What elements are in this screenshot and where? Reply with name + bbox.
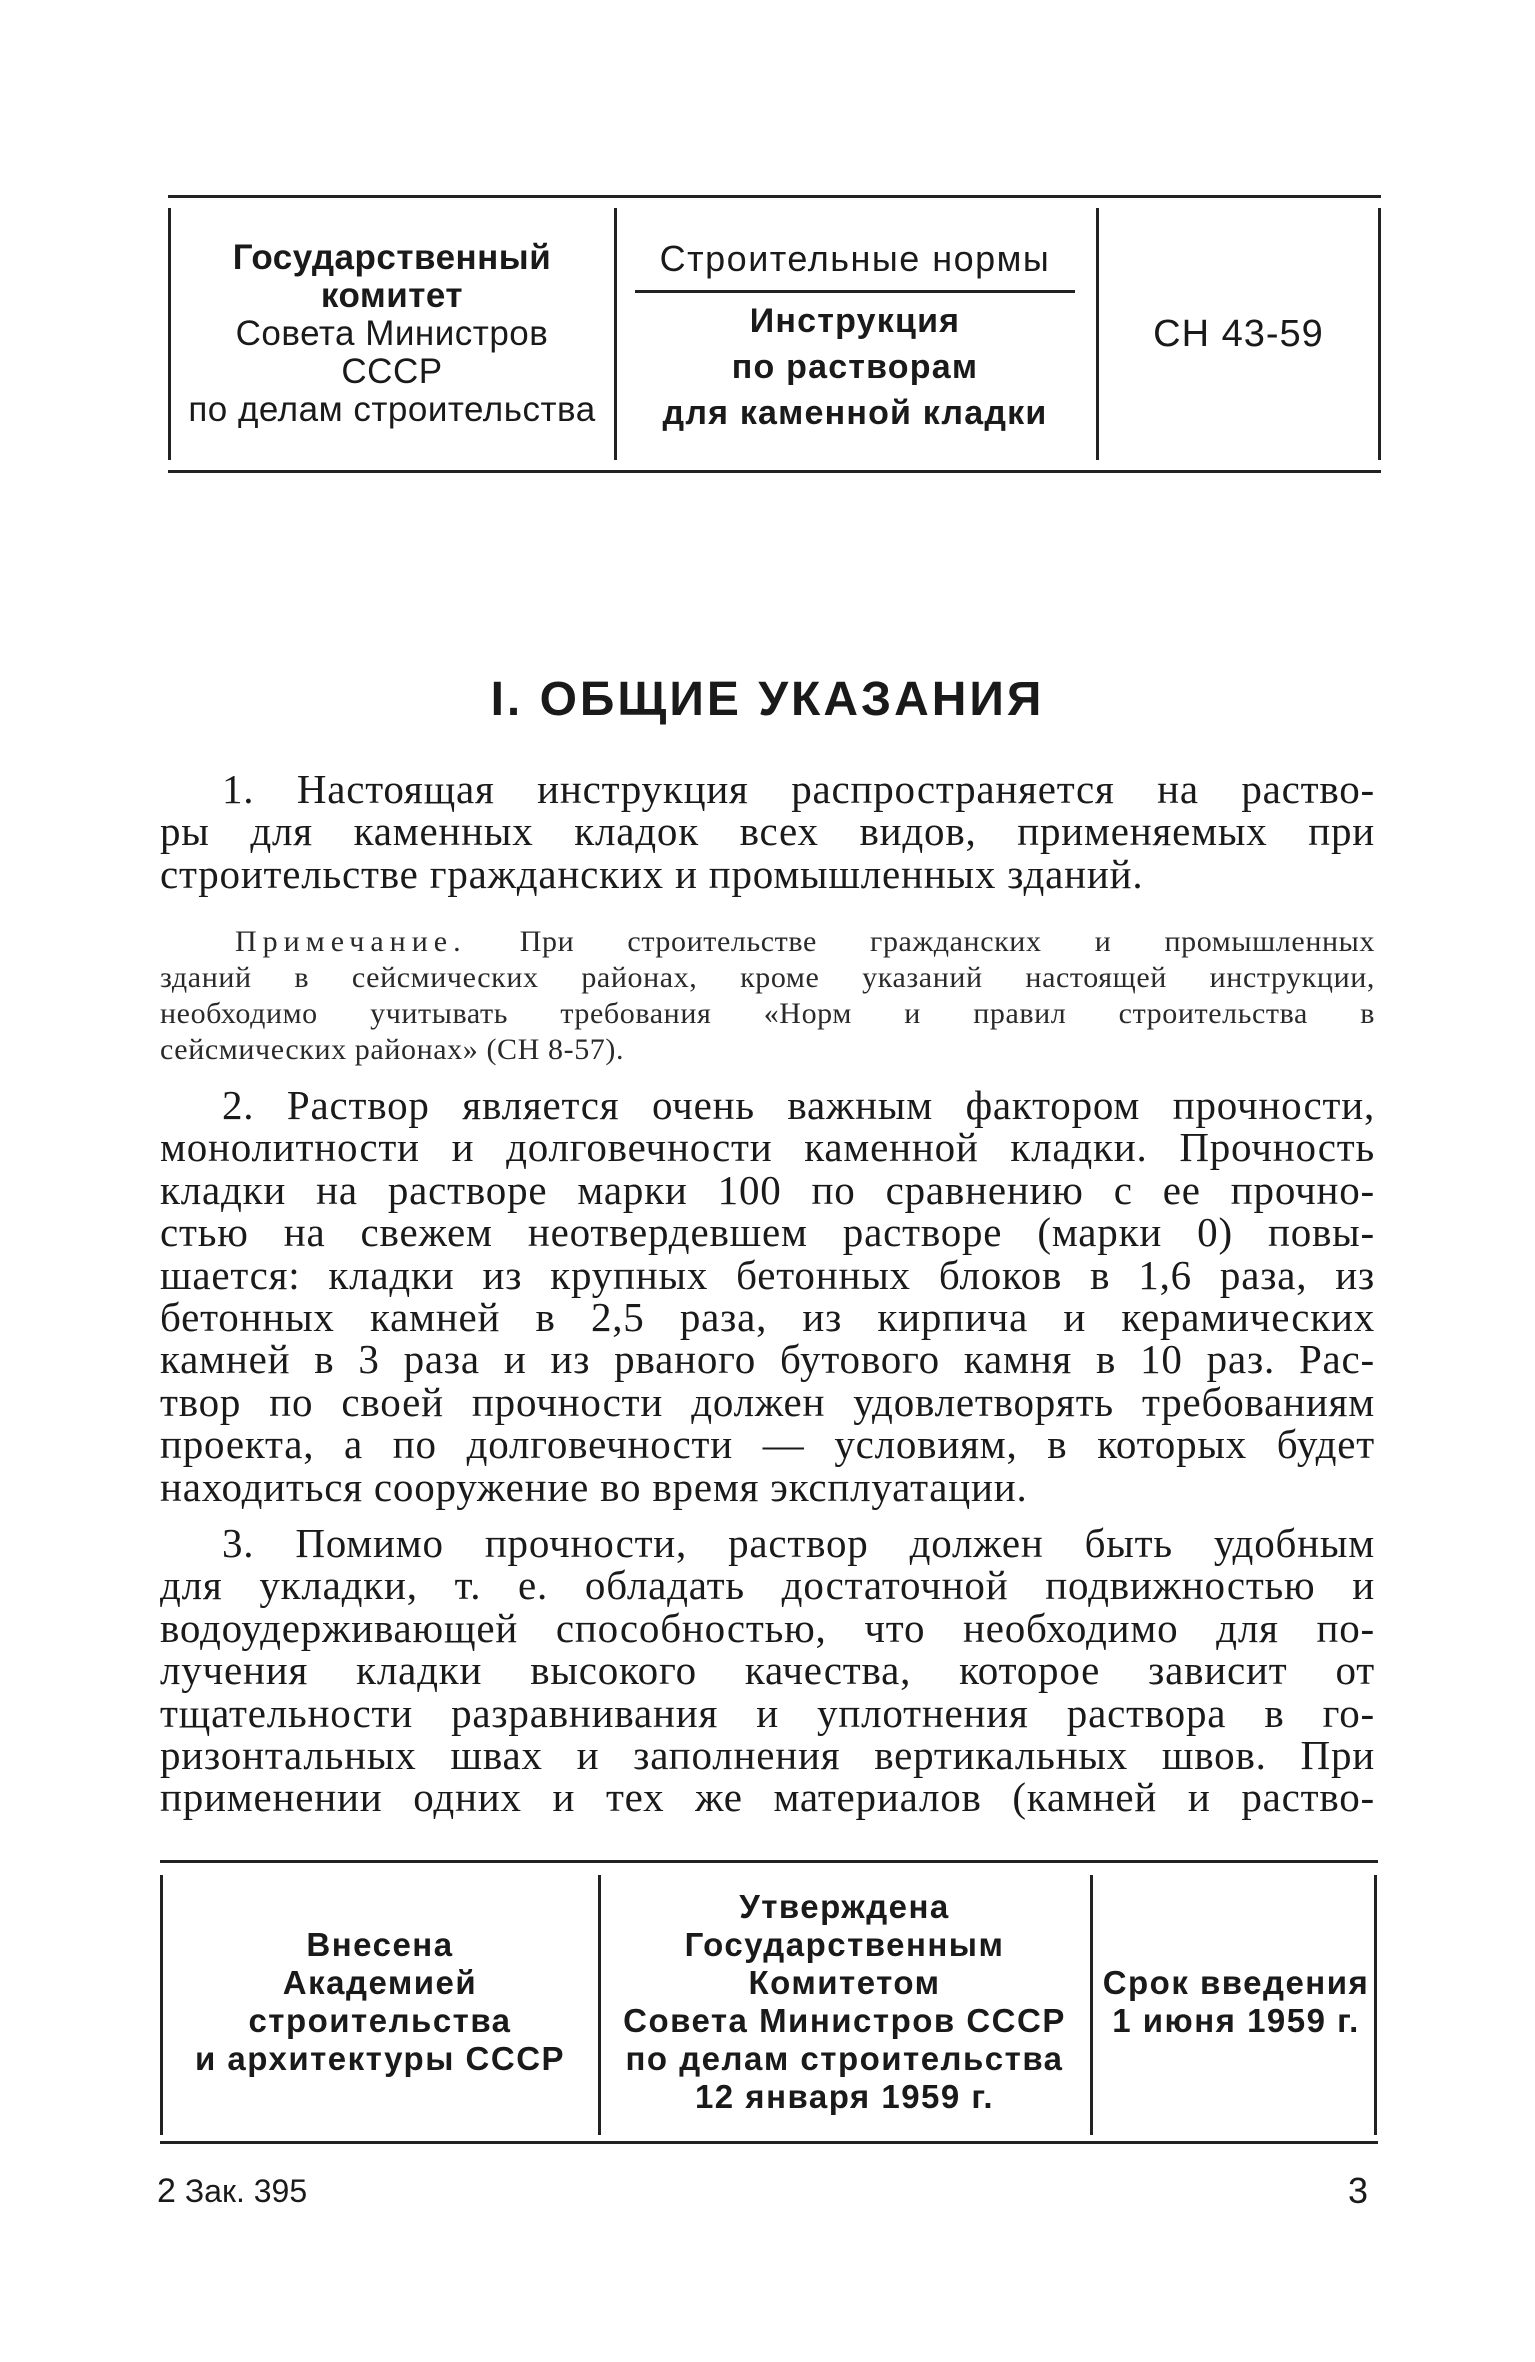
text-line: камней в 3 раза и из рваного бутового камня в 10 раз. Рас- <box>160 1336 1375 1383</box>
table-border <box>1374 1875 1377 2135</box>
organization-cell <box>172 198 612 470</box>
text-line: шается: кладки из крупных бетонных блоков в 1,6 раза, из <box>160 1251 1375 1298</box>
document-title-line: Инструкция <box>749 301 961 340</box>
submitted-line: Академией <box>282 1964 478 2001</box>
document-title-line: по растворам <box>731 347 979 386</box>
text-line: кладки на растворе марки 100 по сравнению с ее прочно- <box>160 1166 1375 1213</box>
approved-cell <box>602 1863 1087 2141</box>
table-border <box>160 1875 163 2135</box>
text-line: 3. Помимо прочности, раствор должен быть удобным <box>222 1520 1375 1566</box>
note <box>160 924 1375 1068</box>
text-line: зданий в сейсмических районах, кроме указаний настоящей инструкции, <box>160 961 1375 994</box>
organization-line: по делам строительства <box>188 390 596 429</box>
submitted-line: и архитектуры СССР <box>194 2040 566 2077</box>
submitted-line: Внесена <box>306 1926 454 1963</box>
text-line: монолитности и долговечности каменной кладки. Прочность <box>160 1124 1375 1171</box>
category-label: Строительные нормы <box>635 238 1075 293</box>
column-divider <box>598 1875 601 2135</box>
submitted-cell <box>165 1863 595 2141</box>
page-number: 3 <box>1348 2170 1369 2211</box>
header-table <box>168 195 1381 473</box>
text-line: для укладки, т. е. обладать достаточной подвижностью и <box>160 1562 1375 1609</box>
effective-line: 1 июня 1959 г. <box>1112 2002 1360 2039</box>
column-divider <box>1090 1875 1093 2135</box>
table-border <box>168 208 171 460</box>
column-divider <box>1096 208 1099 460</box>
text-line: проекта, а по долговечности — условиям, в которых будет <box>160 1421 1375 1468</box>
approved-line: Утверждена <box>739 1888 950 1925</box>
effective-cell <box>1094 1863 1378 2141</box>
order-number: Зак. 395 <box>184 2173 308 2209</box>
text-line: 1. Настоящая инструкция распространяется на раство- <box>222 766 1375 812</box>
text-line: стью на свежем неотвердевшем растворе (марки 0) повы- <box>160 1209 1375 1256</box>
submitted-line: строительства <box>248 2002 512 2039</box>
text-line: необходимо учитывать требования «Норм и правил строительства в <box>160 997 1375 1030</box>
note-text: При строительстве гражданских и промышленных <box>519 925 1375 958</box>
text-line <box>160 924 1375 960</box>
paragraph-2 <box>160 1084 1375 1508</box>
approved-line: Комитетом <box>748 1964 941 2001</box>
text-line: бетонных камней в 2,5 раза, из кирпича и керамических <box>160 1294 1375 1341</box>
effective-line: Срок введения <box>1102 1964 1370 2001</box>
approval-table <box>160 1860 1378 2144</box>
paragraph-1 <box>160 768 1375 895</box>
section-title: I. ОБЩИЕ УКАЗАНИЯ <box>490 673 1045 726</box>
organization-line: СССР <box>341 352 443 391</box>
text-line: ризонтальных швах и заполнения вертикальных швов. При <box>160 1732 1375 1779</box>
document-title-cell <box>620 198 1090 470</box>
organization-line: Государственный <box>232 238 552 277</box>
signature-number: 2 <box>157 2172 176 2210</box>
column-divider <box>614 208 617 460</box>
organization-line: Совета Министров <box>235 314 549 353</box>
document-code: СН 43-59 <box>1153 312 1324 355</box>
text-line: тщательности разравнивания и уплотнения раствора в го- <box>160 1689 1375 1736</box>
paragraph-3 <box>160 1522 1375 1819</box>
table-border <box>1378 208 1381 460</box>
approved-line: 12 января 1959 г. <box>694 2078 995 2115</box>
approved-line: по делам строительства <box>625 2040 1064 2077</box>
text-line: сейсмических районах» (СН 8-57). <box>160 1033 625 1066</box>
text-line: применении одних и тех же материалов (камней и раство- <box>160 1774 1375 1821</box>
print-signature <box>157 2172 307 2211</box>
text-line: твор по своей прочности должен удовлетворять требованиям <box>160 1378 1375 1425</box>
text-line: водоудерживающей способностью, что необходимо для по- <box>160 1604 1375 1651</box>
text-line: лучения кладки высокого качества, которое зависит от <box>160 1647 1375 1694</box>
text-line: 2. Раствор является очень важным фактором прочности, <box>222 1082 1375 1128</box>
approved-line: Государственным <box>684 1926 1005 1963</box>
text-line: ры для каменных кладок всех видов, применяемых при <box>160 808 1375 855</box>
code-cell <box>1100 198 1377 470</box>
document-title-line: для каменной кладки <box>662 393 1048 432</box>
text-line: находиться сооружение во время эксплуатации. <box>160 1463 1028 1510</box>
approved-line: Совета Министров СССР <box>623 2002 1066 2039</box>
note-label: Примечание. <box>235 925 467 958</box>
text-line: строительстве гражданских и промышленных зданий. <box>160 850 1144 897</box>
organization-line: комитет <box>320 276 464 315</box>
